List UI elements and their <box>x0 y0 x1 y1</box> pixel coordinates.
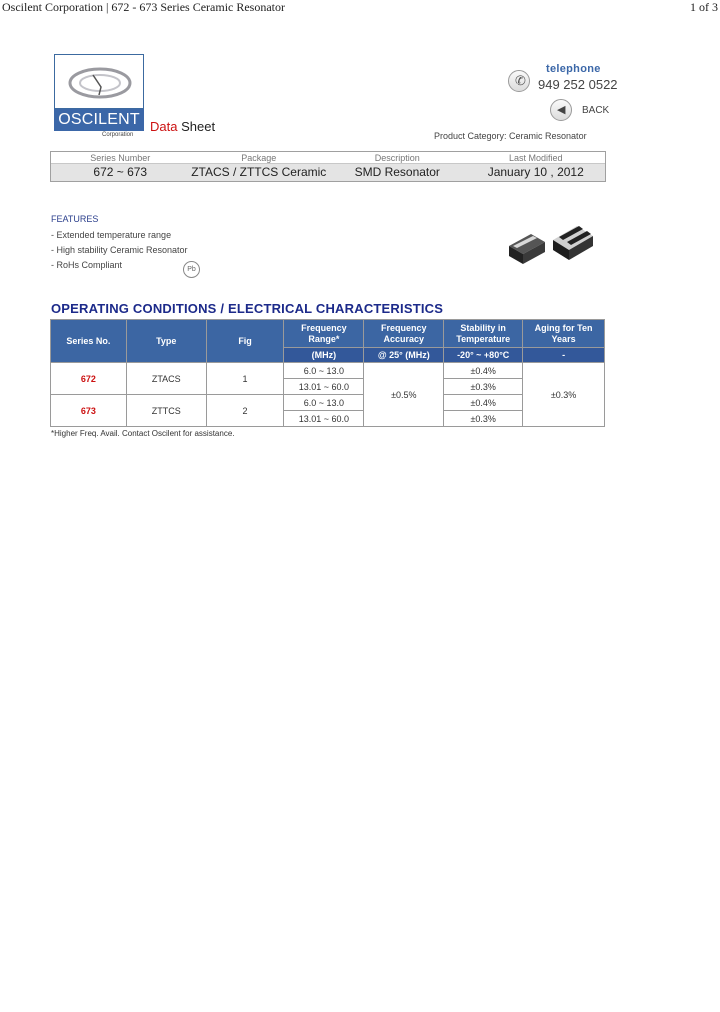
product-category: Product Category: Ceramic Resonator <box>434 131 587 141</box>
range-cell: 6.0 ~ 13.0 <box>284 395 364 411</box>
header-line: Aging for Ten <box>534 322 593 333</box>
fig-cell: 2 <box>206 395 284 427</box>
subheader-range: (MHz) <box>284 348 364 363</box>
summary-value: January 10 , 2012 <box>487 165 584 179</box>
summary-header-row <box>51 152 605 164</box>
chip-zttcs <box>553 226 593 260</box>
resonator-chips-image <box>503 224 595 268</box>
col-header-stability <box>444 320 523 348</box>
rohs-pb-free-icon: Pb <box>183 261 200 278</box>
series-number-cell: 672 <box>51 363 127 395</box>
type-cell: ZTACS <box>126 363 206 395</box>
features-section <box>51 214 188 273</box>
summary-value-row <box>51 164 605 181</box>
summary-header: Description <box>374 153 420 163</box>
logo-wordmark: OSCILENT <box>54 109 144 131</box>
summary-header: Package <box>241 153 277 163</box>
range-cell: 13.01 ~ 60.0 <box>284 379 364 395</box>
subheader-stability: -20° ~ +80°C <box>444 348 523 363</box>
range-cell: 6.0 ~ 13.0 <box>284 363 364 379</box>
feature-item: - RoHs Compliant <box>51 260 123 270</box>
summary-header: Last Modified <box>508 153 563 163</box>
col-header-type: Type <box>126 320 206 363</box>
series-number-cell: 673 <box>51 395 127 427</box>
back-link[interactable]: BACK <box>582 105 610 116</box>
col-header-aging <box>523 320 605 348</box>
type-cell: ZTTCS <box>126 395 206 427</box>
header-line: Stability in <box>460 322 506 333</box>
telephone-icon[interactable]: ✆ <box>508 70 530 92</box>
oscilent-logo[interactable] <box>54 54 144 140</box>
summary-value: 672 ~ 673 <box>93 165 148 179</box>
telephone-label: telephone <box>546 63 601 75</box>
datasheet-title <box>150 119 215 134</box>
page-header-title: Oscilent Corporation | 672 - 673 Series Ceramic Resonator <box>2 0 286 14</box>
features-title: FEATURES <box>51 214 99 224</box>
summary-value: ZTACS / ZTTCS Ceramic <box>191 165 327 179</box>
header-line: Temperature <box>456 333 511 344</box>
range-cell: 13.01 ~ 60.0 <box>284 411 364 427</box>
stability-cell: ±0.3% <box>444 411 523 427</box>
footnote: *Higher Freq. Avail. Contact Oscilent for assistance. <box>51 429 235 438</box>
stability-cell: ±0.3% <box>444 379 523 395</box>
telephone-number: 949 252 0522 <box>538 77 618 92</box>
stability-cell: ±0.4% <box>444 363 523 379</box>
summary-table <box>50 151 606 182</box>
title-word-sheet: Sheet <box>181 119 216 134</box>
table-row <box>51 395 605 411</box>
header-line: Years <box>551 333 576 344</box>
accuracy-cell: ±0.5% <box>364 363 444 427</box>
chip-ztacs <box>509 234 545 264</box>
subheader-accuracy: @ 25° (MHz) <box>364 348 444 363</box>
header-line: Frequency <box>381 322 427 333</box>
col-header-series: Series No. <box>51 320 127 363</box>
table-row <box>51 363 605 379</box>
back-arrow-icon[interactable]: ◀ <box>550 99 572 121</box>
col-header-accuracy <box>364 320 444 348</box>
operating-conditions-table <box>50 319 605 427</box>
aging-cell: ±0.3% <box>523 363 605 427</box>
summary-header: Series Number <box>90 153 151 163</box>
fig-cell: 1 <box>206 363 284 395</box>
header-line: Frequency <box>301 322 347 333</box>
subheader-aging: - <box>523 348 605 363</box>
operating-conditions-title: OPERATING CONDITIONS / ELECTRICAL CHARACTERISTICS <box>51 301 444 316</box>
header-line: Range* <box>308 333 340 344</box>
col-header-fig: Fig <box>206 320 284 363</box>
logo-emblem <box>54 54 144 109</box>
feature-item: - High stability Ceramic Resonator <box>51 245 188 255</box>
feature-item: - Extended temperature range <box>51 230 172 240</box>
col-header-range <box>284 320 364 348</box>
logo-swoosh-icon <box>65 63 135 103</box>
stability-cell: ±0.4% <box>444 395 523 411</box>
title-word-data: Data <box>150 119 178 134</box>
logo-subtitle: Corporation <box>102 132 134 138</box>
header-line: Accuracy <box>383 333 425 344</box>
summary-value: SMD Resonator <box>354 165 440 179</box>
page-number: 1 of 3 <box>690 0 718 14</box>
